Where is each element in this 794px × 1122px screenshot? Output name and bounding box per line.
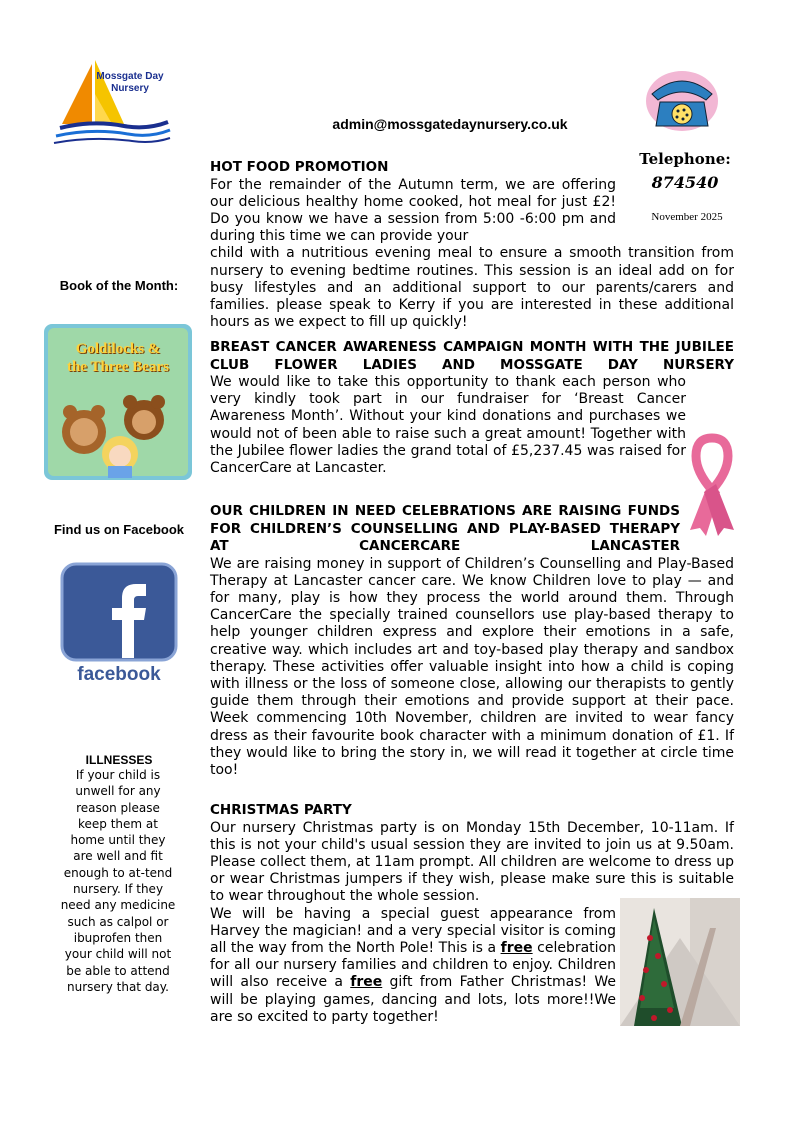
nursery-logo	[52, 54, 172, 146]
breast-cancer-section	[210, 339, 734, 477]
logo-text: Mossgate Day Nursery	[96, 71, 164, 94]
book-cover-title: Goldilocks & the Three Bears	[67, 341, 169, 375]
facebook-logo-text: facebook	[77, 664, 161, 685]
christmas-body-b2: celebration for all our nursery families and children to enjoy. Children will also receive a	[210, 939, 616, 991]
children-in-need-section	[210, 503, 734, 779]
christmas-body-b1: We will be having a special guest appearance from Harvey the magician! and a very special visitor is coming all the way from the North Pole! This is a	[210, 905, 616, 956]
children-in-need-body: We are raising money in support of Children’s Counselling and Play-Based Therapy at Lancaster cancer care. We know Children love to play — and for many, play is how they process the world around them. Through CancerCare the specially trained counsellors use play-based therapy to help younger children express and explore their emotions in a safe, creative way. which includes art and toy-based play therapy and sandbox therapy. These activities offer valuable insight into how a child is coping with illness or the loss of someone close, allowing our therapists to gently guide them through their emotions and provide support at their pace. Week commencing 10th November, children are invited to wear fancy dress as their favourite book character with a minimum donation of £1. If they would like to bring the story in, we will read it together at circle time too!	[210, 555, 734, 778]
breast-cancer-body: We would like to take this opportunity to thank each person who very kindly took part in our fundraiser for ‘Breast Cancer Awareness Month’. Without your kind donations and purchases we would not of been able to raise such a great amount! Together with the Jubilee flower ladies the grand total of £5,237.45 was raised for CancerCare at Lancaster.	[210, 374, 686, 477]
facebook-title: Find us on Facebook	[53, 522, 184, 537]
book-of-month-title: Book of the Month:	[59, 278, 179, 293]
hot-food-title: HOT FOOD PROMOTION	[210, 159, 389, 175]
illnesses-title: ILLNESSES	[85, 753, 153, 767]
facebook-logo[interactable]	[58, 562, 180, 688]
christmas-body-b3: gift from Father Christmas! We will be playing games, dancing and lots, lots more!!We are so excited to party together!	[210, 974, 617, 1025]
christmas-tree-photo	[620, 898, 740, 1026]
telephone-icon	[642, 68, 722, 134]
breast-cancer-title: BREAST CANCER AWARENESS CAMPAIGN MONTH WITH THE JUBILEE CLUB FLOWER LADIES AND MOSSGATE DAY NURSERY	[210, 339, 734, 373]
free-text-1: free	[500, 939, 533, 956]
issue-date: November 2025	[651, 211, 723, 223]
christmas-title: CHRISTMAS PARTY	[210, 802, 352, 818]
email-address[interactable]: admin@mossgatedaynursery.co.uk	[332, 116, 568, 132]
hot-food-section	[210, 159, 734, 331]
hot-food-body-b: child with a nutritious evening meal to ensure a smooth transition from nursery to evening bedtime routines. This session is an ideal add on for busy lifestyles and an additional support to our parents/carers and families. please speak to Kerry if you are interested in these additional hours as we expect to fill up quickly!	[210, 245, 734, 331]
children-in-need-title: OUR CHILDREN IN NEED CELEBRATIONS ARE RAISING FUNDS FOR CHILDREN’S COUNSELLING AND PLAY-BASED THERAPY AT CANCERCARE LANCASTER	[210, 503, 680, 554]
hot-food-body-a: For the remainder of the Autumn term, we are offering our delicious healthy home cooked, hot meal for just £2! Do you know we have a session from 5:00 -6:00 pm and during this time we can provide your	[210, 176, 616, 245]
free-text-2: free	[350, 974, 383, 991]
christmas-body-a: Our nursery Christmas party is on Monday 15th December, 10-11am. If this is not your child's usual session they are invited to join us at 9.50am. Please collect them, at 11am prompt. All children are welcome to dress up or wear Christmas jumpers if they wish, please make sure this is suitable to wear throughout the whole session.	[210, 819, 734, 905]
book-cover-image	[44, 324, 192, 480]
telephone-label: Telephone:	[639, 150, 731, 168]
illnesses-body: If your child is unwell for any reason please keep them at home until they are well and fit enough to at-tend nursery. If they need any medicine such as calpol or ibuprofen then your child will not be able to attend nursery that day.	[60, 768, 176, 994]
christmas-body-b	[210, 906, 616, 1026]
telephone-number[interactable]: 874540	[651, 173, 719, 192]
